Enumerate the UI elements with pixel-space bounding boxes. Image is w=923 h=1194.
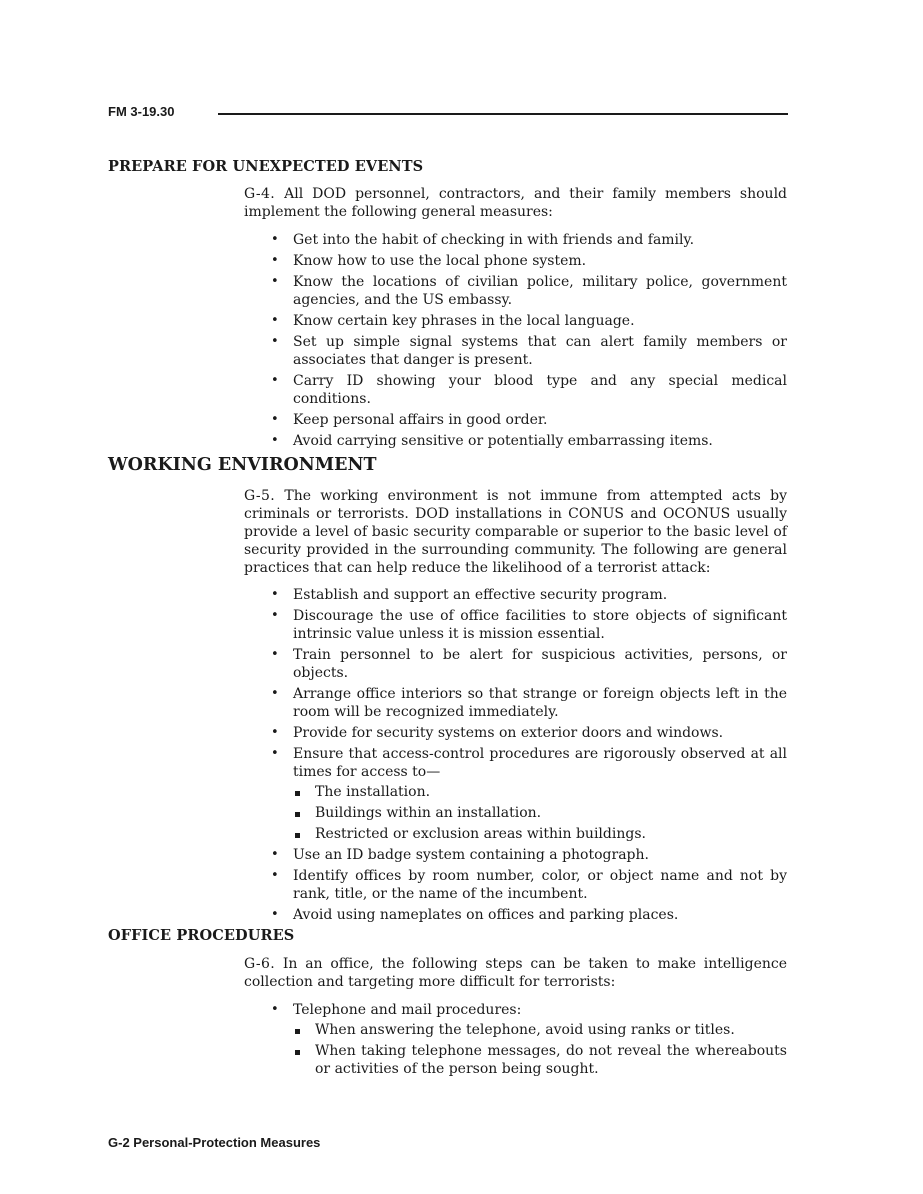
- sub-bullet-item: When answering the telephone, avoid using ranks or titles.: [293, 1021, 787, 1039]
- doc-id: FM 3-19.30: [108, 104, 175, 119]
- bullet-item: [244, 312, 787, 330]
- bullet-text: Train personnel to be alert for suspicious activities, persons, or objects.: [293, 647, 787, 681]
- bullet-item: [244, 867, 787, 903]
- bullet-item: [244, 745, 787, 843]
- sub-bullet-item: Buildings within an installation.: [293, 804, 787, 822]
- bullet-text: Arrange office interiors so that strange or foreign objects left in the room will be recognized immediately.: [293, 686, 787, 720]
- bullet-item: [244, 846, 787, 864]
- bullet-text: Avoid using nameplates on offices and parking places.: [293, 907, 679, 923]
- paragraph-g6: [244, 955, 787, 991]
- bullet-text: Ensure that access-control procedures are rigorously observed at all times for access to—: [293, 746, 787, 780]
- bullet-item: [244, 273, 787, 309]
- paragraph-text: In an office, the following steps can be taken to make intelligence collection and targeting more difficult for terrorists:: [244, 956, 788, 990]
- heading-office-procedures: OFFICE PROCEDURES: [108, 927, 295, 944]
- header-rule: [218, 113, 788, 115]
- bullet-item: [244, 586, 787, 604]
- bullet-item: [244, 1001, 787, 1078]
- bullet-item: [244, 333, 787, 369]
- page-header: [108, 104, 788, 124]
- bullet-text: Discourage the use of office facilities to store objects of significant intrinsic value unless it is mission essential.: [293, 608, 787, 642]
- sub-bullet-list: [293, 783, 787, 843]
- bullet-item: [244, 372, 787, 408]
- heading-prepare: PREPARE FOR UNEXPECTED EVENTS: [108, 158, 424, 175]
- bullet-text: Identify offices by room number, color, or object name and not by rank, title, or the name of the incumbent.: [293, 868, 787, 902]
- bullet-item: [244, 411, 787, 429]
- bullet-text: Provide for security systems on exterior doors and windows.: [293, 725, 724, 741]
- heading-working-environment: WORKING ENVIRONMENT: [108, 455, 377, 475]
- sub-bullet-item: When taking telephone messages, do not reveal the whereabouts or activities of the person being sought.: [293, 1042, 787, 1078]
- bullet-text: Carry ID showing your blood type and any special medical conditions.: [293, 373, 787, 407]
- paragraph-text: The working environment is not immune from attempted acts by criminals or terrorists. DOD installations in CONUS and OCONUS usually provide a level of basic security comparable or superior to the basic level of security provided in the surrounding community. The following are general practices that can help reduce the likelihood of a terrorist attack:: [244, 488, 787, 576]
- paragraph-number: G-5.: [244, 488, 276, 504]
- bullet-item: [244, 685, 787, 721]
- bullet-text: Telephone and mail procedures:: [293, 1002, 522, 1018]
- page-footer: G-2 Personal-Protection Measures: [108, 1135, 321, 1150]
- bullet-text: Know how to use the local phone system.: [293, 253, 587, 269]
- bullet-text: Establish and support an effective security program.: [293, 587, 668, 603]
- bullet-text: Avoid carrying sensitive or potentially embarrassing items.: [293, 433, 713, 449]
- paragraph-number: G-4.: [244, 186, 276, 202]
- paragraph-number: G-6.: [244, 956, 276, 972]
- bullet-text: Get into the habit of checking in with friends and family.: [293, 232, 695, 248]
- bullet-item: [244, 724, 787, 742]
- bullet-item: [244, 906, 787, 924]
- sub-bullet-list: [293, 1021, 787, 1078]
- paragraph-g5: [244, 487, 787, 577]
- bullet-list-office: [244, 1001, 787, 1081]
- sub-bullet-item: Restricted or exclusion areas within buildings.: [293, 825, 787, 843]
- bullet-item: [244, 432, 787, 450]
- sub-bullet-item: The installation.: [293, 783, 787, 801]
- bullet-item: [244, 646, 787, 682]
- paragraph-g4: [244, 185, 787, 221]
- bullet-item: [244, 607, 787, 643]
- bullet-item: [244, 252, 787, 270]
- bullet-list-working: [244, 586, 787, 927]
- bullet-text: Keep personal affairs in good order.: [293, 412, 548, 428]
- bullet-item: [244, 231, 787, 249]
- paragraph-text: All DOD personnel, contractors, and their family members should implement the following general measures:: [244, 186, 788, 220]
- bullet-text: Use an ID badge system containing a photograph.: [293, 847, 649, 863]
- bullet-text: Set up simple signal systems that can alert family members or associates that danger is present.: [293, 334, 787, 368]
- bullet-list-prepare: [244, 231, 787, 453]
- bullet-text: Know certain key phrases in the local language.: [293, 313, 635, 329]
- bullet-text: Know the locations of civilian police, military police, government agencies, and the US embassy.: [293, 274, 787, 308]
